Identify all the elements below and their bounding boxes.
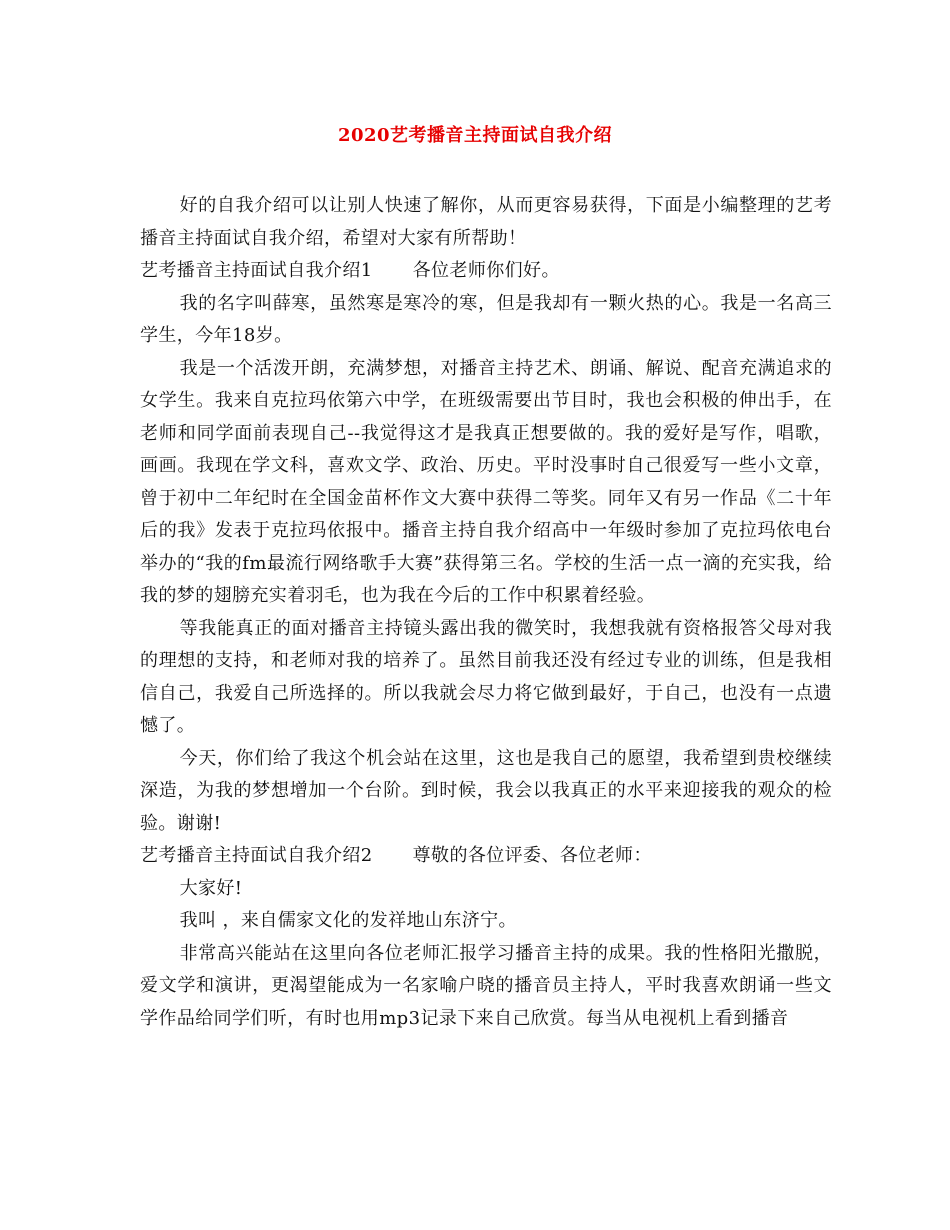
intro-paragraph: 好的自我介绍可以让别人快速了解你，从而更容易获得，下面是小编整理的艺考播音主持面试自我介绍，希望对大家有所帮助！	[140, 195, 832, 249]
section-1-heading-line	[140, 255, 832, 288]
section-1-paragraph: 我的名字叫薛寒，虽然寒是寒冷的寒，但是我却有一颗火热的心。我是一名高三学生，今年18岁。	[140, 292, 832, 346]
section-2-paragraph: 大家好!	[179, 877, 243, 899]
section-2-paragraph: 我叫 ，来自儒家文化的发祥地山东济宁。	[179, 910, 517, 931]
section-2-greeting: 尊敬的各位评委、各位老师：	[412, 845, 652, 866]
section-1-paragraph: 我是一个活泼开朗，充满梦想，对播音主持艺术、朗诵、解说、配音充满追求的女学生。我来自克拉玛依第六中学，在班级需要出节目时，我也会积极的伸出手，在老师和同学面前表现自己--我觉得这才是我真正想要做的。我的爱好是写作，唱歌，画画。我现在学文科，喜欢文学、政治、历史。平时没事时自己很爱写一些小文章，曾于初中二年纪时在全国金苗杯作文大赛中获得二等奖。同年又有另一作品《二十年后的我》发表于克拉玛依报中。播音主持自我介绍高中一年级时参加了克拉玛依电台举办的“我的fm最流行网络歌手大赛”获得第三名。学校的生活一点一滴的充实我，给我的梦的翅膀充实着羽毛，也为我在今后的工作中积累着经验。	[140, 357, 832, 606]
section-2-heading-line	[140, 840, 832, 873]
section-2-heading: 艺考播音主持面试自我介绍2	[140, 845, 373, 866]
section-1-paragraph: 等我能真正的面对播音主持镜头露出我的微笑时，我想我就有资格报答父母对我的理想的支持，和老师对我的培养了。虽然目前我还没有经过专业的训练，但是我相信自己，我爱自己所选择的。所以我就会尽力将它做到最好，于自己，也没有一点遗憾了。	[140, 617, 832, 736]
document-body	[140, 190, 832, 1035]
section-1-heading: 艺考播音主持面试自我介绍1	[140, 260, 373, 281]
section-1-greeting: 各位老师你们好。	[412, 260, 560, 281]
document-title: 2020艺考播音主持面试自我介绍	[337, 125, 613, 146]
section-2-paragraph: 非常高兴能站在这里向各位老师汇报学习播音主持的成果。我的性格阳光撒脱，爱文学和演讲，更渴望能成为一名家喻户晓的播音员主持人，平时我喜欢朗诵一些文学作品给同学们听，有时也用mp3记录下来自己欣赏。每当从电视机上看到播音	[140, 942, 832, 1029]
section-1-paragraph: 今天，你们给了我这个机会站在这里，这也是我自己的愿望，我希望到贵校继续深造，为我的梦想增加一个台阶。到时候，我会以我真正的水平来迎接我的观众的检验。谢谢!	[140, 747, 832, 834]
